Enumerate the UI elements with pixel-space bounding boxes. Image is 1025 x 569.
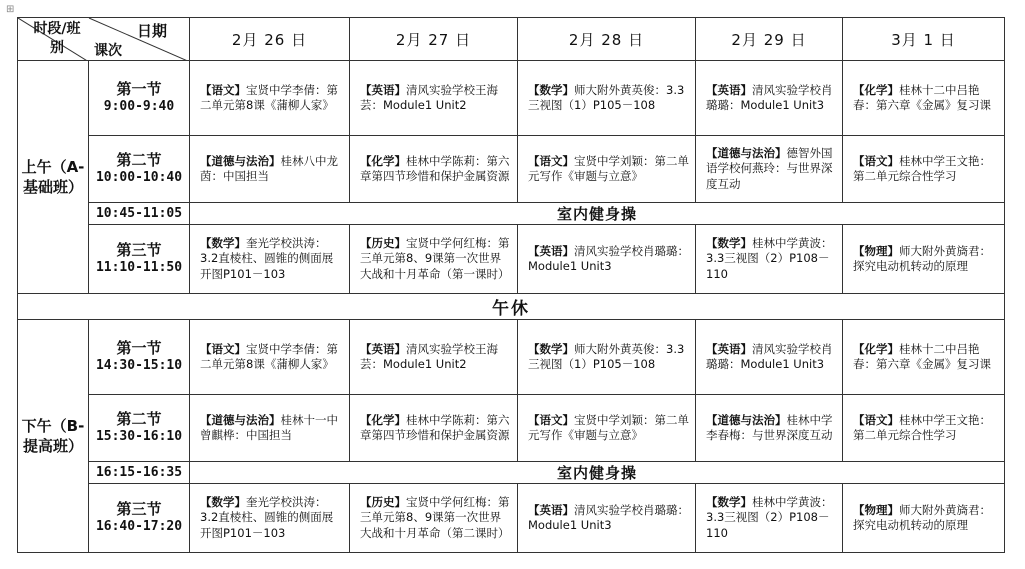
lesson-time: 9:00-9:40 bbox=[103, 99, 175, 114]
subject-label: 【英语】 bbox=[706, 341, 752, 356]
lesson-name: 第一节 bbox=[116, 339, 162, 357]
subject-label: 【道德与法治】 bbox=[200, 412, 281, 427]
teacher-topic: 宝贤中学李倩：第二单元第8课《蒲柳人家》 bbox=[200, 82, 338, 112]
teacher-topic: 宝贤中学何红梅：第三单元第8、9课第一次世界大战和十月革命（第一课时） bbox=[360, 235, 510, 281]
lesson-row bbox=[18, 395, 1005, 462]
lesson-cell bbox=[518, 395, 696, 462]
lesson-slot bbox=[89, 395, 190, 462]
teacher-topic: 师大附外黄英俊：3.3三视图（1）P105－108 bbox=[528, 82, 685, 112]
lesson-cell bbox=[518, 484, 696, 553]
lesson-row bbox=[18, 484, 1005, 553]
noon-break: 午休 bbox=[18, 294, 1005, 320]
lesson-name: 第二节 bbox=[116, 410, 162, 428]
lesson-row bbox=[18, 61, 1005, 136]
afternoon-period-label bbox=[18, 320, 89, 553]
subject-label: 【语文】 bbox=[528, 412, 574, 427]
teacher-topic: 奎光学校洪涛：3.2直棱柱、圆锥的侧面展开图P101－103 bbox=[200, 235, 334, 281]
subject-label: 【数学】 bbox=[706, 235, 752, 250]
noon-row bbox=[18, 294, 1005, 320]
teacher-topic: 桂林中学陈莉：第六章第四节珍惜和保护金属资源 bbox=[360, 153, 510, 183]
subject-label: 【物理】 bbox=[853, 243, 899, 258]
subject-label: 【道德与法治】 bbox=[706, 412, 787, 427]
corner-header-cell bbox=[18, 18, 190, 61]
lesson-slot bbox=[89, 136, 190, 203]
subject-label: 【语文】 bbox=[200, 82, 246, 97]
teacher-topic: 清风实验学校肖璐璐：Module1 Unit3 bbox=[528, 243, 689, 273]
lesson-time: 15:30-16:10 bbox=[95, 429, 183, 444]
lesson-cell bbox=[843, 225, 1005, 294]
lesson-cell bbox=[843, 484, 1005, 553]
table-move-handle-icon[interactable]: ⊞ bbox=[6, 4, 15, 15]
teacher-topic: 桂林中学黄波：3.3三视图（2）P108－110 bbox=[706, 235, 833, 281]
teacher-topic: 桂林十二中吕艳春：第六章《金属》复习课 bbox=[853, 82, 991, 112]
lesson-name: 第二节 bbox=[116, 151, 162, 169]
corner-date-label: 日期 bbox=[136, 22, 167, 40]
lesson-name: 第三节 bbox=[116, 500, 162, 518]
lesson-slot bbox=[89, 225, 190, 294]
teacher-topic: 桂林中学李春梅：与世界深度互动 bbox=[706, 412, 833, 442]
lesson-cell bbox=[190, 320, 350, 395]
lesson-cell bbox=[350, 136, 518, 203]
subject-label: 【化学】 bbox=[360, 412, 406, 427]
teacher-topic: 宝贤中学刘颖：第二单元写作《审题与立意》 bbox=[528, 412, 689, 442]
lesson-time: 10:00-10:40 bbox=[95, 170, 183, 185]
subject-label: 【英语】 bbox=[360, 341, 406, 356]
schedule-table bbox=[17, 17, 1005, 553]
lesson-slot bbox=[89, 484, 190, 553]
subject-label: 【物理】 bbox=[853, 502, 899, 517]
subject-label: 【英语】 bbox=[360, 82, 406, 97]
subject-label: 【英语】 bbox=[706, 82, 752, 97]
period-label-text: 上午（A-基础班） bbox=[21, 158, 85, 196]
lesson-cell bbox=[696, 61, 843, 136]
lesson-cell bbox=[350, 61, 518, 136]
teacher-topic: 桂林中学黄波：3.3三视图（2）P108－110 bbox=[706, 494, 833, 540]
subject-label: 【数学】 bbox=[200, 235, 246, 250]
teacher-topic: 清风实验学校肖璐璐：Module1 Unit3 bbox=[706, 341, 833, 371]
break-row bbox=[18, 203, 1005, 225]
subject-label: 【语文】 bbox=[528, 153, 574, 168]
teacher-topic: 师大附外黄旖君：探究电动机转动的原理 bbox=[853, 243, 991, 273]
lesson-cell bbox=[843, 136, 1005, 203]
corner-lesson-label: 课次 bbox=[94, 43, 122, 59]
teacher-topic: 宝贤中学刘颖：第二单元写作《审题与立意》 bbox=[528, 153, 689, 183]
date-header: 2月 27 日 bbox=[350, 18, 518, 61]
date-header: 2月 29 日 bbox=[696, 18, 843, 61]
lesson-cell bbox=[518, 225, 696, 294]
lesson-cell bbox=[696, 136, 843, 203]
lesson-cell bbox=[350, 225, 518, 294]
lesson-row bbox=[18, 320, 1005, 395]
break-row bbox=[18, 462, 1005, 484]
lesson-cell bbox=[518, 320, 696, 395]
lesson-cell bbox=[190, 395, 350, 462]
break-time: 16:15-16:35 bbox=[89, 462, 190, 484]
subject-label: 【语文】 bbox=[853, 412, 899, 427]
lesson-cell bbox=[190, 225, 350, 294]
subject-label: 【数学】 bbox=[528, 82, 574, 97]
date-header: 2月 26 日 bbox=[190, 18, 350, 61]
lesson-slot bbox=[89, 61, 190, 136]
lesson-cell bbox=[843, 61, 1005, 136]
lesson-cell bbox=[350, 484, 518, 553]
subject-label: 【英语】 bbox=[528, 243, 574, 258]
lesson-cell bbox=[518, 61, 696, 136]
break-activity: 室内健身操 bbox=[190, 462, 1005, 484]
teacher-topic: 桂林十二中吕艳春：第六章《金属》复习课 bbox=[853, 341, 991, 371]
subject-label: 【道德与法治】 bbox=[200, 153, 281, 168]
lesson-cell bbox=[696, 484, 843, 553]
lesson-row bbox=[18, 136, 1005, 203]
lesson-cell bbox=[190, 484, 350, 553]
subject-label: 【道德与法治】 bbox=[706, 145, 787, 160]
lesson-row bbox=[18, 225, 1005, 294]
lesson-slot bbox=[89, 320, 190, 395]
subject-label: 【数学】 bbox=[528, 341, 574, 356]
subject-label: 【语文】 bbox=[200, 341, 246, 356]
teacher-topic: 桂林中学王文艳：第二单元综合性学习 bbox=[853, 412, 991, 442]
teacher-topic: 清风实验学校王海芸：Module1 Unit2 bbox=[360, 341, 498, 371]
date-header: 3月 1 日 bbox=[843, 18, 1005, 61]
subject-label: 【英语】 bbox=[528, 502, 574, 517]
subject-label: 【化学】 bbox=[853, 82, 899, 97]
lesson-cell bbox=[518, 136, 696, 203]
teacher-topic: 宝贤中学李倩：第二单元第8课《蒲柳人家》 bbox=[200, 341, 338, 371]
lesson-cell bbox=[696, 225, 843, 294]
teacher-topic: 师大附外黄英俊：3.3三视图（1）P105－108 bbox=[528, 341, 685, 371]
teacher-topic: 奎光学校洪涛：3.2直棱柱、圆锥的侧面展开图P101－103 bbox=[200, 494, 334, 540]
teacher-topic: 清风实验学校王海芸：Module1 Unit2 bbox=[360, 82, 498, 112]
lesson-cell bbox=[190, 61, 350, 136]
teacher-topic: 桂林中学陈莉：第六章第四节珍惜和保护金属资源 bbox=[360, 412, 510, 442]
morning-period-label bbox=[18, 61, 89, 294]
date-header: 2月 28 日 bbox=[518, 18, 696, 61]
corner-period-label: 时段/班别 bbox=[33, 21, 81, 56]
teacher-topic: 师大附外黄旖君：探究电动机转动的原理 bbox=[853, 502, 991, 532]
lesson-name: 第一节 bbox=[116, 80, 162, 98]
period-label-text: 下午（B-提高班） bbox=[21, 417, 85, 455]
teacher-topic: 德智外国语学校何燕玲：与世界深度互动 bbox=[706, 145, 833, 191]
lesson-cell bbox=[843, 320, 1005, 395]
teacher-topic: 桂林十一中曾麒桦：中国担当 bbox=[200, 412, 338, 442]
header-row bbox=[18, 18, 1005, 61]
lesson-time: 14:30-15:10 bbox=[95, 358, 183, 373]
subject-label: 【化学】 bbox=[360, 153, 406, 168]
lesson-cell bbox=[350, 320, 518, 395]
teacher-topic: 桂林八中龙茵：中国担当 bbox=[200, 153, 338, 183]
subject-label: 【历史】 bbox=[360, 494, 406, 509]
lesson-time: 11:10-11:50 bbox=[95, 260, 183, 275]
break-activity: 室内健身操 bbox=[190, 203, 1005, 225]
lesson-name: 第三节 bbox=[116, 241, 162, 259]
teacher-topic: 桂林中学王文艳：第二单元综合性学习 bbox=[853, 153, 991, 183]
subject-label: 【数学】 bbox=[706, 494, 752, 509]
lesson-cell bbox=[190, 136, 350, 203]
subject-label: 【历史】 bbox=[360, 235, 406, 250]
lesson-cell bbox=[350, 395, 518, 462]
break-time: 10:45-11:05 bbox=[89, 203, 190, 225]
subject-label: 【数学】 bbox=[200, 494, 246, 509]
subject-label: 【语文】 bbox=[853, 153, 899, 168]
teacher-topic: 宝贤中学何红梅：第三单元第8、9课第一次世界大战和十月革命（第二课时） bbox=[360, 494, 510, 540]
lesson-cell bbox=[696, 395, 843, 462]
lesson-time: 16:40-17:20 bbox=[95, 519, 183, 534]
subject-label: 【化学】 bbox=[853, 341, 899, 356]
lesson-cell bbox=[843, 395, 1005, 462]
teacher-topic: 清风实验学校肖璐璐：Module1 Unit3 bbox=[528, 502, 689, 532]
lesson-cell bbox=[696, 320, 843, 395]
teacher-topic: 清风实验学校肖璐璐：Module1 Unit3 bbox=[706, 82, 833, 112]
